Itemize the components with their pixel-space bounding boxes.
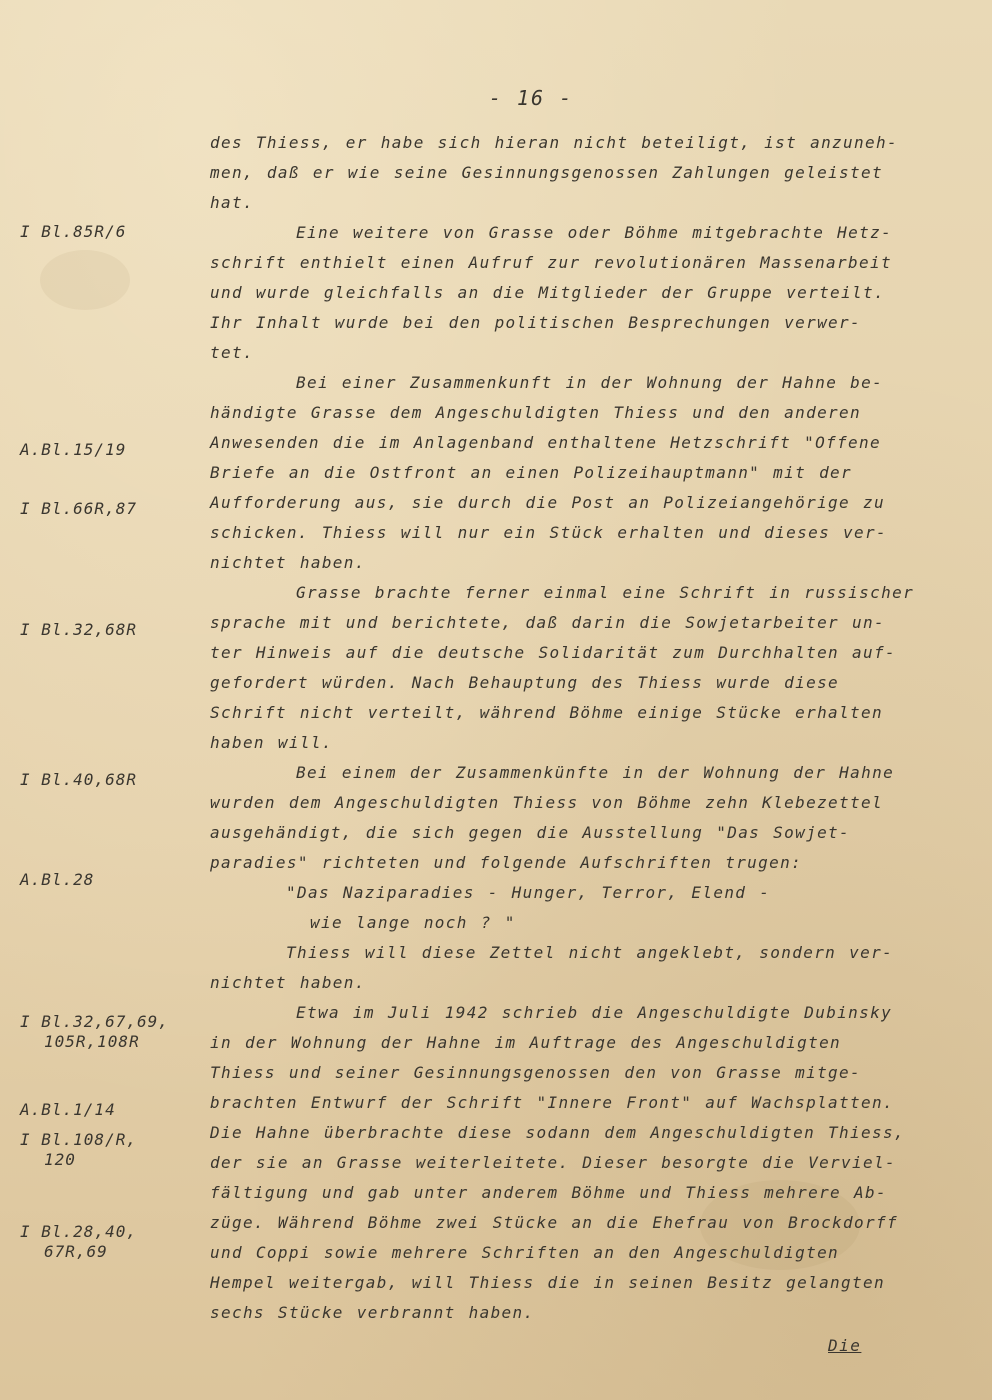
text-line: wurden dem Angeschuldigten Thiess von Böhme zehn Klebezettel: [210, 793, 883, 812]
text-line: wie lange noch ? ": [310, 913, 516, 932]
text-line: nichtet haben.: [210, 973, 366, 992]
text-line: Grasse brachte ferner einmal eine Schrift in russischer: [296, 583, 915, 602]
text-line: Ihr Inhalt wurde bei den politischen Besprechungen verwer-: [210, 313, 862, 332]
text-line: "Das Naziparadies - Hunger, Terror, Elend -: [286, 883, 771, 902]
text-line: tet.: [210, 343, 254, 362]
text-line: schrift enthielt einen Aufruf zur revolutionären Massenarbeit: [210, 253, 892, 272]
margin-note: I Bl.28,40, 67R,69: [20, 1222, 137, 1261]
margin-note: A.Bl.28: [20, 870, 95, 889]
text-line: Thiess will diese Zettel nicht angeklebt, sondern ver-: [286, 943, 894, 962]
text-line: Aufforderung aus, sie durch die Post an Polizeiangehörige zu: [210, 493, 885, 512]
text-line: men, daß er wie seine Gesinnungsgenossen Zahlungen geleistet: [210, 163, 883, 182]
margin-note: I Bl.108/R, 120: [20, 1130, 137, 1169]
text-line: Bei einem der Zusammenkünfte in der Wohnung der Hahne: [296, 763, 895, 782]
text-line: Hempel weitergab, will Thiess die in seinen Besitz gelangten: [210, 1273, 885, 1292]
text-line: nichtet haben.: [210, 553, 366, 572]
margin-note: I Bl.85R/6: [20, 222, 127, 241]
text-line: fältigung und gab unter anderem Böhme und Thiess mehrere Ab-: [210, 1183, 887, 1202]
text-line: haben will.: [210, 733, 333, 752]
text-line: gefordert würden. Nach Behauptung des Thiess wurde diese: [210, 673, 840, 692]
text-line: Anwesenden die im Anlagenband enthaltene Hetzschrift "Offene: [210, 433, 881, 452]
margin-note: A.Bl.1/14: [20, 1100, 116, 1119]
text-line: Thiess und seiner Gesinnungsgenossen den von Grasse mitge-: [210, 1063, 862, 1082]
text-line: Briefe an die Ostfront an einen Polizeihauptmann" mit der: [210, 463, 853, 482]
text-line: Bei einer Zusammenkunft in der Wohnung der Hahne be-: [296, 373, 884, 392]
text-line: paradies" richteten und folgende Aufschriften trugen:: [210, 853, 803, 872]
margin-note: I Bl.66R,87: [20, 499, 137, 518]
text-line: ter Hinweis auf die deutsche Solidarität zum Durchhalten auf-: [210, 643, 896, 662]
text-line: Die Hahne überbrachte diese sodann dem Angeschuldigten Thiess,: [210, 1123, 905, 1142]
text-line: hat.: [210, 193, 254, 212]
catchword: Die: [828, 1336, 862, 1355]
text-line: der sie an Grasse weiterleitete. Dieser besorgte die Verviel-: [210, 1153, 896, 1172]
text-line: ausgehändigt, die sich gegen die Ausstellung "Das Sowjet-: [210, 823, 851, 842]
page-number: - 16 -: [488, 86, 574, 110]
text-line: Schrift nicht verteilt, während Böhme einige Stücke erhalten: [210, 703, 883, 722]
margin-references: [0, 0, 200, 1400]
text-line: sechs Stücke verbrannt haben.: [210, 1303, 535, 1322]
text-line: in der Wohnung der Hahne im Auftrage des Angeschuldigten: [210, 1033, 842, 1052]
text-line: züge. Während Böhme zwei Stücke an die Ehefrau von Brockdorff: [210, 1213, 898, 1232]
text-line: sprache mit und berichtete, daß darin die Sowjetarbeiter un-: [210, 613, 885, 632]
text-line: brachten Entwurf der Schrift "Innere Front" auf Wachsplatten.: [210, 1093, 894, 1112]
text-line: des Thiess, er habe sich hieran nicht beteiligt, ist anzuneh-: [210, 133, 898, 152]
margin-note: I Bl.40,68R: [20, 770, 137, 789]
text-line: Eine weitere von Grasse oder Böhme mitgebrachte Hetz-: [296, 223, 893, 242]
text-line: händigte Grasse dem Angeschuldigten Thiess und den anderen: [210, 403, 862, 422]
body-text: [210, 128, 970, 1328]
text-line: und Coppi sowie mehrere Schriften an den Angeschuldigten: [210, 1243, 840, 1262]
text-line: Etwa im Juli 1942 schrieb die Angeschuldigte Dubinsky: [296, 1003, 893, 1022]
margin-note: I Bl.32,68R: [20, 620, 137, 639]
text-line: und wurde gleichfalls an die Mitglieder der Gruppe verteilt.: [210, 283, 885, 302]
text-line: schicken. Thiess will nur ein Stück erhalten und dieses ver-: [210, 523, 887, 542]
margin-note: I Bl.32,67,69, 105R,108R: [20, 1012, 169, 1051]
margin-note: A.Bl.15/19: [20, 440, 127, 459]
